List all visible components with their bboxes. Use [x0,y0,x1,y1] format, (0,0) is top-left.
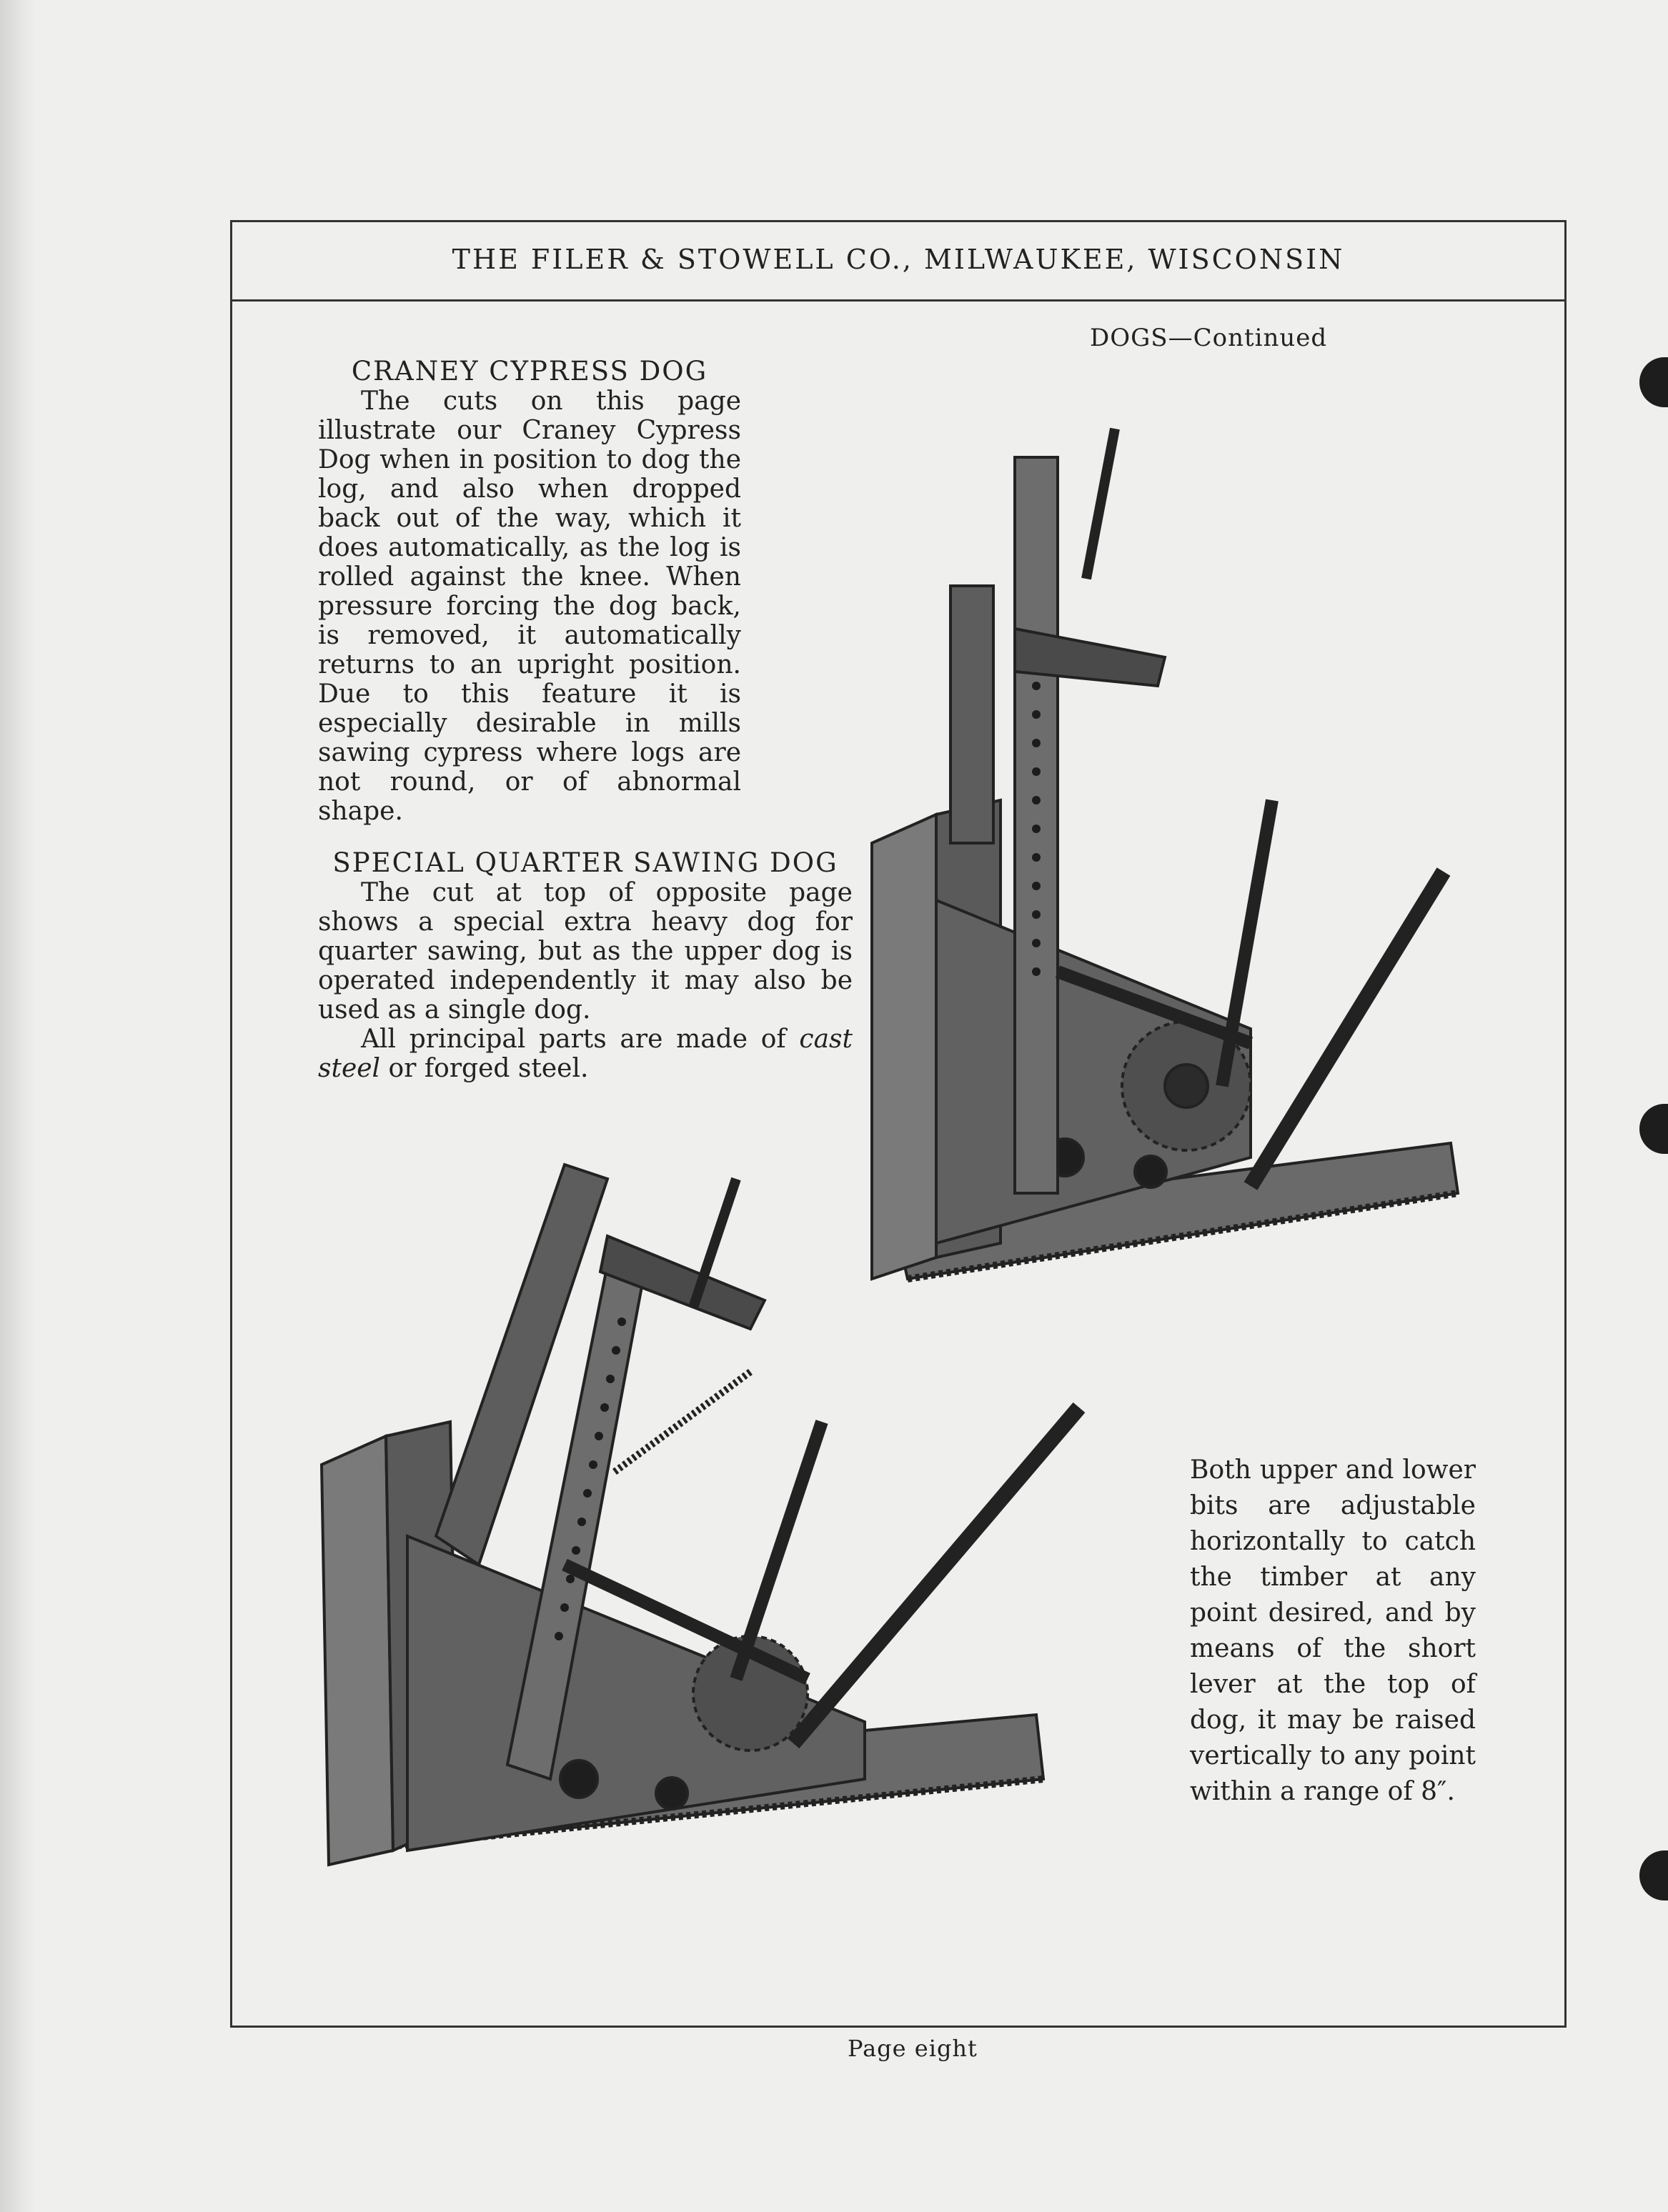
quarter-heading: SPECIAL QUARTER SAWING DOG [332,847,838,878]
parts-prefix: All principal parts are made of [361,1025,800,1054]
craney-section [318,357,741,826]
side-note: Both upper and lower bits are adjustable horizontally to catch the timber at any point desired, and by means of the short lever at the top of dog, it may be raised vertically to any point within a range of 8″. [1190,1455,1476,1806]
section-tag: DOGS—Continued [1090,324,1328,352]
spring-lever [736,1422,822,1679]
page-header-title: THE FILER & STOWELL CO., MILWAUKEE, WISCONSIN [452,244,1345,275]
parts-note [318,1025,853,1083]
quarter-section [318,848,853,1083]
long-lever [1251,872,1444,1186]
spring [615,1372,750,1472]
binder-hole [1639,1850,1668,1900]
header-rule [232,299,1564,302]
knee-plate [322,1436,393,1865]
dropped-dog-illustration [307,1136,1093,1922]
page-binding-edge [0,0,37,2212]
parts-suffix: or forged steel. [380,1054,589,1083]
quarter-body: The cut at top of opposite page shows a special extra heavy dog for quarter sawing, but as the upper dog is operated independently it may also be used as a single dog. [318,878,853,1025]
binder-hole [1639,357,1668,407]
short-lever [1086,429,1115,579]
long-lever [793,1408,1079,1743]
page-number: Page eight [848,2035,978,2062]
binder-hole [1639,1104,1668,1154]
craney-heading: CRANEY CYPRESS DOG [351,356,708,387]
parts-emphasis: cast steel [318,1025,853,1083]
craney-body: The cuts on this page illustrate our Craney Cypress Dog when in position to dog the log, and also when dropped back out of the way, which it does automatically, as the log is rolled against the knee. When pressure forcing the dog back, is removed, it automatically returns to an upright position. Due to this feature it is especially desirable in mills sawing cypress where logs are not round, or of abnormal shape. [318,387,741,826]
